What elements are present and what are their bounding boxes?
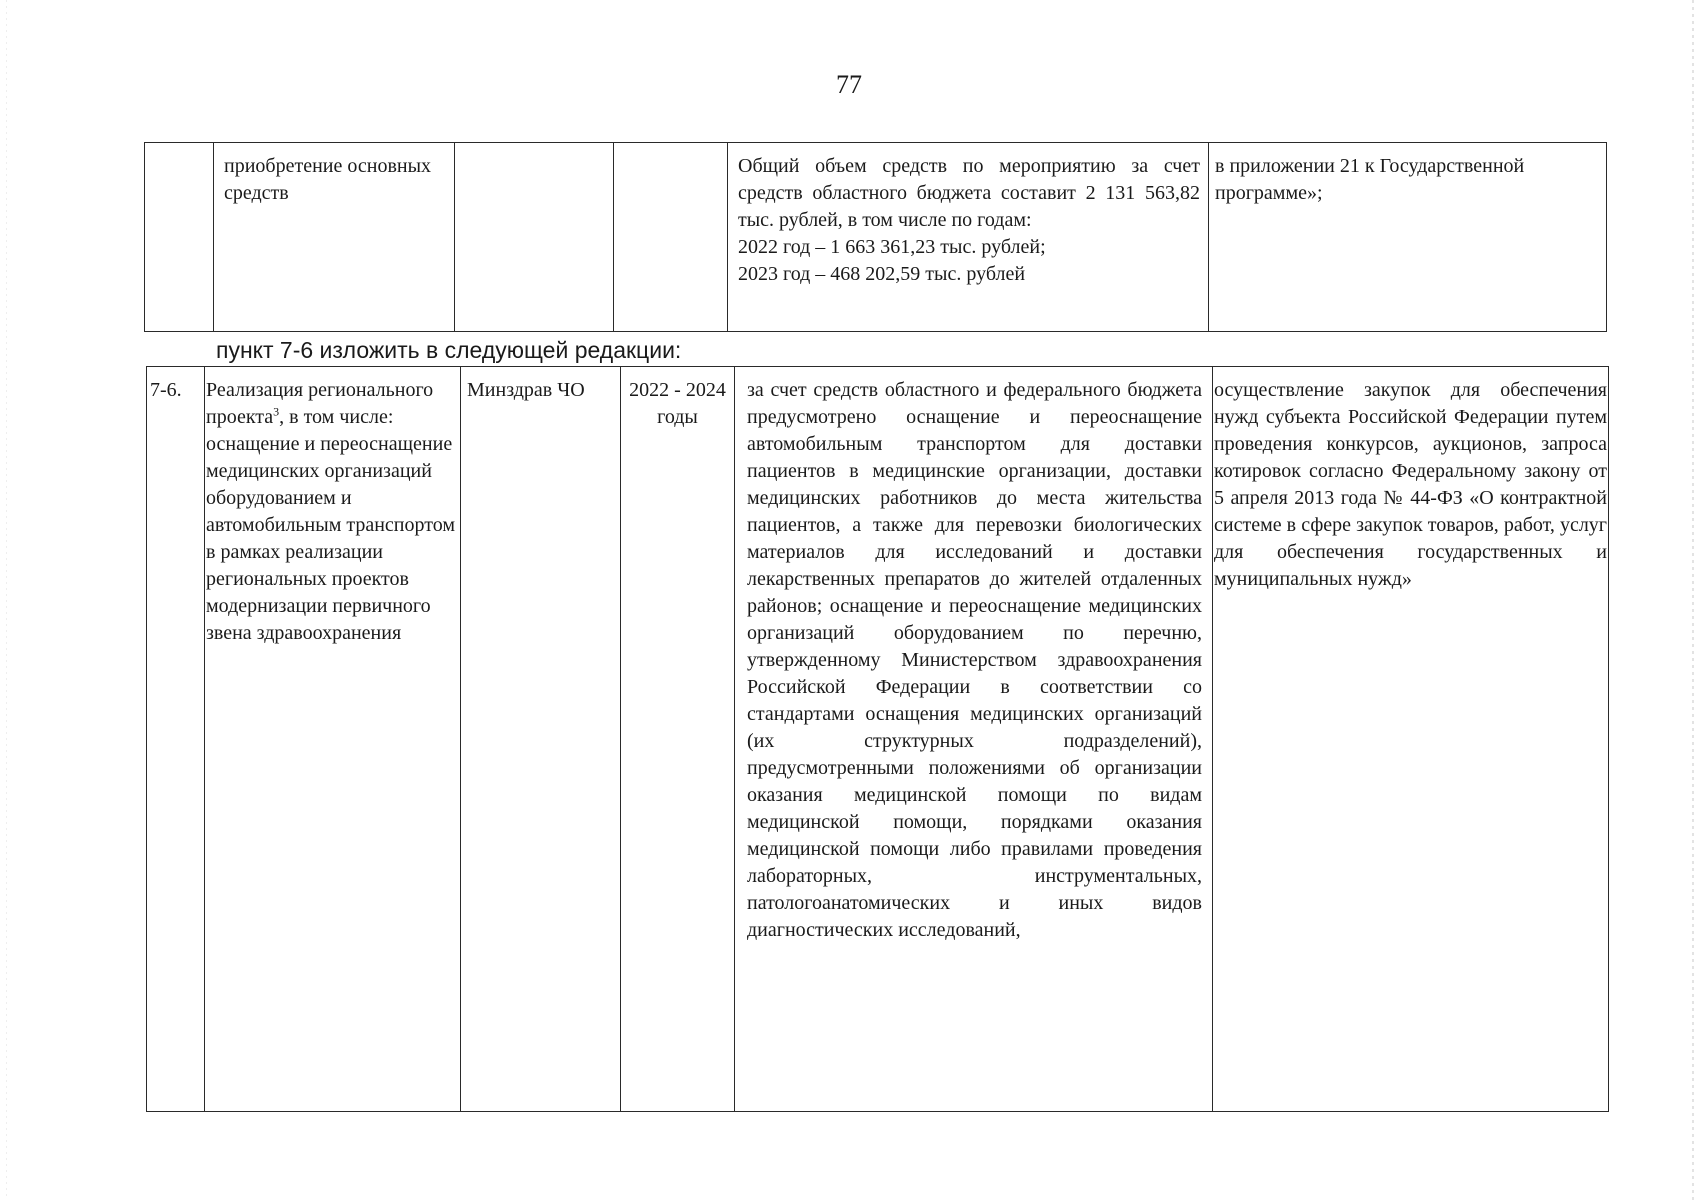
top-description-line: Общий объем средств по мероприятию за счет средств областного бюджета составит 2 131 563,82 тыс. рублей, в том числе по годам:	[738, 155, 1200, 231]
procurement-method: осуществление закупок для обеспечения нужд субъекта Российской Федерации путем проведения конкурсов, аукционов, запроса котировок согласно Федеральному закону от 5 апреля 2013 года № 44-ФЗ «О контрактной системе в сфере закупок товаров, работ, услуг для обеспечения государственных и муниципальных нужд»	[1213, 367, 1609, 1112]
bottom-table-row	[147, 367, 1609, 1112]
top-cell-name-text: приобретение основных средств	[224, 155, 432, 204]
top-description-line: 2022 год – 1 663 361,23 тыс. рублей;	[738, 236, 1046, 258]
bottom-table	[146, 366, 1609, 1112]
executor: Минздрав ЧО	[461, 367, 621, 1112]
page-number: 77	[836, 70, 862, 99]
top-table	[144, 142, 1607, 332]
measure-description: за счет средств областного и федерального бюджета предусмотрено оснащение и переоснащение автомобильным транспортом для доставки пациентов в медицинские организации, доставки медицинских работников до места жительства пациентов, а также для перевозки биологических материалов для исследований и доставки лекарственных препаратов до жителей отдаленных районов; оснащение и переоснащение медицинских организаций оборудованием по перечню, утвержденному Министерством здравоохранения Российской Федерации в соответствии со стандартами оснащения медицинских организаций (их структурных подразделений), предусмотренными положениями об организации оказания медицинской помощи по видам медицинской помощи, порядками оказания медицинской помощи либо правилами проведения лабораторных, инструментальных, патологоанатомических и иных видов диагностических исследований,	[735, 367, 1213, 1112]
scan-edge-left	[6, 0, 7, 1200]
top-cell-name	[214, 143, 455, 332]
top-table-row	[145, 143, 1607, 332]
top-cell-period	[614, 143, 728, 332]
top-cell-procurement: в приложении 21 к Государственной программе»;	[1209, 143, 1607, 332]
section-heading: пункт 7-6 изложить в следующей редакции:	[216, 337, 682, 363]
top-cell-description	[728, 143, 1209, 332]
footnote-marker: 3	[273, 404, 280, 419]
measure-name	[205, 367, 461, 1112]
top-description-line: 2023 год – 468 202,59 тыс. рублей	[738, 263, 1026, 285]
measure-name-main: Реализация регионального проекта	[206, 379, 434, 428]
top-cell-executor	[455, 143, 614, 332]
period: 2022 - 2024 годы	[621, 367, 735, 1112]
scan-edge-right	[1692, 0, 1694, 1200]
measure-name-rest: , в том числе: оснащение и переоснащение медицинских организаций оборудованием и автомобильным транспортом в рамках реализации региональных проектов модернизации первичного звена здравоохранения	[206, 406, 455, 644]
row-number: 7-6.	[147, 367, 205, 1112]
top-cell-number	[145, 143, 214, 332]
